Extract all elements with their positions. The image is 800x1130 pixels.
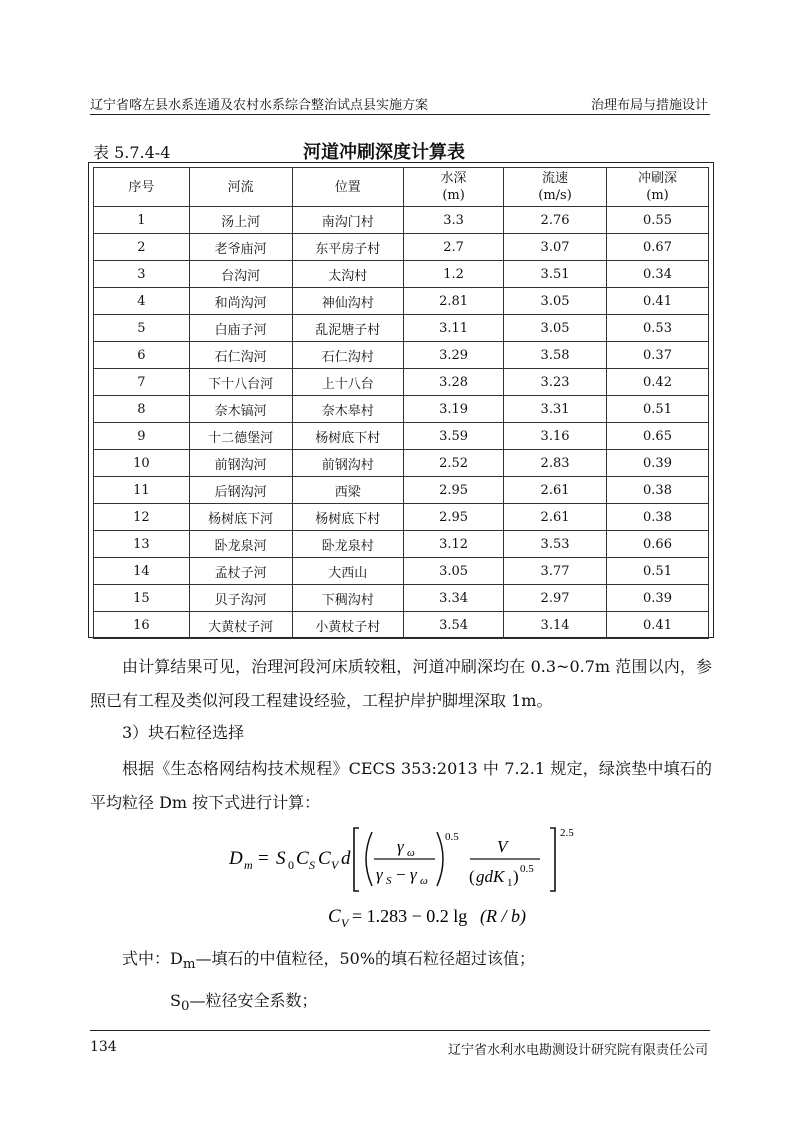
cell-depth: 3.34 xyxy=(404,585,504,612)
cell-river: 老爷庙河 xyxy=(189,234,292,261)
svg-text:S: S xyxy=(309,858,315,872)
svg-text:0.5: 0.5 xyxy=(520,863,534,875)
cell-scour: 0.65 xyxy=(607,423,709,450)
cell-scour: 0.42 xyxy=(607,369,709,396)
cell-location: 下稠沟村 xyxy=(292,585,404,612)
formula-dm xyxy=(0,822,800,897)
cell-velocity: 3.05 xyxy=(504,315,607,342)
cell-depth: 3.59 xyxy=(404,423,504,450)
cell-depth: 2.81 xyxy=(404,288,504,315)
cell-river: 和尚沟河 xyxy=(189,288,292,315)
cell-index: 16 xyxy=(94,612,190,639)
cell-location: 大西山 xyxy=(292,558,404,585)
table-row xyxy=(94,531,709,558)
cell-location: 乱泥塘子村 xyxy=(292,315,404,342)
cell-index: 15 xyxy=(94,585,190,612)
cell-index: 2 xyxy=(94,234,190,261)
cell-location: 小黄杖子村 xyxy=(292,612,404,639)
table-row xyxy=(94,207,709,234)
cell-location: 石仁沟村 xyxy=(292,342,404,369)
col-header-velocity: 流速 (m/s) xyxy=(504,168,607,207)
cell-scour: 0.39 xyxy=(607,450,709,477)
cell-river: 后钢沟河 xyxy=(189,477,292,504)
cell-index: 5 xyxy=(94,315,190,342)
svg-text:0.5: 0.5 xyxy=(445,831,459,843)
cell-index: 1 xyxy=(94,207,190,234)
cell-river: 奈木镐河 xyxy=(189,396,292,423)
page-number: 134 xyxy=(90,1039,117,1055)
svg-text:= 1.283 − 0.2 lg: = 1.283 − 0.2 lg xyxy=(352,906,468,926)
cell-index: 9 xyxy=(94,423,190,450)
page-footer xyxy=(90,1030,710,1058)
cell-depth: 3.19 xyxy=(404,396,504,423)
cell-location: 奈木皋村 xyxy=(292,396,404,423)
cell-scour: 0.55 xyxy=(607,207,709,234)
cell-scour: 0.41 xyxy=(607,288,709,315)
cell-scour: 0.34 xyxy=(607,261,709,288)
cell-depth: 3.05 xyxy=(404,558,504,585)
variable-definition-s0: $S_0—$粒径安全系数； xyxy=(170,991,318,1015)
paren-left xyxy=(366,832,372,886)
cell-river: 下十八台河 xyxy=(189,369,292,396)
cell-location: 南沟门村 xyxy=(292,207,404,234)
col-header-scour: 冲刷深 (m) xyxy=(607,168,709,207)
cell-location: 西梁 xyxy=(292,477,404,504)
header-chapter-title: 治理布局与措施设计 xyxy=(590,98,708,113)
cell-scour: 0.66 xyxy=(607,531,709,558)
table-header-row xyxy=(94,168,709,207)
cell-scour: 0.37 xyxy=(607,342,709,369)
table-row xyxy=(94,396,709,423)
table-row xyxy=(94,315,709,342)
col-header-river: 河流 xyxy=(189,168,292,207)
cell-velocity: 3.51 xyxy=(504,261,607,288)
cell-depth: 3.29 xyxy=(404,342,504,369)
cell-scour: 0.51 xyxy=(607,558,709,585)
table-row xyxy=(94,288,709,315)
cell-river: 卧龙泉河 xyxy=(189,531,292,558)
scour-depth-table xyxy=(93,167,709,639)
svg-text:d: d xyxy=(341,848,351,869)
cell-index: 12 xyxy=(94,504,190,531)
svg-text:S: S xyxy=(276,848,286,869)
cell-location: 卧龙泉村 xyxy=(292,531,404,558)
svg-text:ω: ω xyxy=(420,875,428,887)
cell-location: 杨树底下村 xyxy=(292,504,404,531)
table-caption xyxy=(93,138,713,164)
table-row xyxy=(94,261,709,288)
cell-velocity: 3.58 xyxy=(504,342,607,369)
col-header-depth: 水深 (m) xyxy=(404,168,504,207)
table-row xyxy=(94,504,709,531)
cell-depth: 2.52 xyxy=(404,450,504,477)
table-row xyxy=(94,585,709,612)
table-row xyxy=(94,423,709,450)
cell-index: 8 xyxy=(94,396,190,423)
svg-text:−: − xyxy=(396,865,406,884)
cell-velocity: 3.31 xyxy=(504,396,607,423)
cell-index: 6 xyxy=(94,342,190,369)
cell-index: 10 xyxy=(94,450,190,477)
cell-index: 13 xyxy=(94,531,190,558)
svg-text:ω: ω xyxy=(407,847,415,859)
page-header xyxy=(90,92,710,115)
cell-depth: 3.3 xyxy=(404,207,504,234)
cell-depth: 3.11 xyxy=(404,315,504,342)
variable-definition-dm: 式中：$D_m—$填石的中值粒径，50%的填石粒径超过该值； xyxy=(122,949,536,973)
svg-text:): ) xyxy=(513,867,519,886)
cell-river: 石仁沟河 xyxy=(189,342,292,369)
svg-text:(R / b): (R / b) xyxy=(480,906,526,926)
cell-depth: 3.28 xyxy=(404,369,504,396)
cell-velocity: 3.05 xyxy=(504,288,607,315)
cell-velocity: 3.23 xyxy=(504,369,607,396)
cell-velocity: 2.97 xyxy=(504,585,607,612)
svg-text:S: S xyxy=(386,875,392,887)
svg-text:1: 1 xyxy=(507,877,513,889)
cell-velocity: 3.07 xyxy=(504,234,607,261)
cell-depth: 2.95 xyxy=(404,504,504,531)
cell-velocity: 2.83 xyxy=(504,450,607,477)
paragraph-scour-result: 由计算结果可见，治理河段河床质较粗，河道冲刷深均在 0.3~0.7m 范围以内，参照已有工程及类似河段工程建设经验，工程护岸护脚埋深取 1m。 xyxy=(90,657,712,710)
table-row xyxy=(94,234,709,261)
cell-velocity: 2.61 xyxy=(504,504,607,531)
svg-text:C: C xyxy=(318,848,331,869)
cell-index: 7 xyxy=(94,369,190,396)
cell-index: 3 xyxy=(94,261,190,288)
cell-depth: 1.2 xyxy=(404,261,504,288)
table-frame xyxy=(88,162,714,638)
cell-river: 贝子沟河 xyxy=(189,585,292,612)
svg-text:γ: γ xyxy=(410,865,417,884)
cell-index: 11 xyxy=(94,477,190,504)
cell-scour: 0.38 xyxy=(607,477,709,504)
cell-location: 上十八台 xyxy=(292,369,404,396)
formula-lhs: D xyxy=(229,848,243,869)
col-header-index: 序号 xyxy=(94,168,190,207)
table-row xyxy=(94,342,709,369)
cell-depth: 3.54 xyxy=(404,612,504,639)
svg-text:0: 0 xyxy=(288,858,294,872)
table-row xyxy=(94,477,709,504)
col-header-location: 位置 xyxy=(292,168,404,207)
cell-location: 杨树底下村 xyxy=(292,423,404,450)
paren-right xyxy=(437,832,443,886)
cell-river: 杨树底下河 xyxy=(189,504,292,531)
section-heading-stone-size: 3）块石粒径选择 xyxy=(122,723,245,742)
cell-scour: 0.41 xyxy=(607,612,709,639)
cell-velocity: 2.76 xyxy=(504,207,607,234)
cell-location: 前钢沟村 xyxy=(292,450,404,477)
svg-text:γ: γ xyxy=(376,865,383,884)
cell-scour: 0.38 xyxy=(607,504,709,531)
svg-text:(: ( xyxy=(469,867,475,886)
cell-depth: 2.95 xyxy=(404,477,504,504)
svg-text:m: m xyxy=(244,858,253,872)
table-row xyxy=(94,558,709,585)
cell-velocity: 2.61 xyxy=(504,477,607,504)
table-number: 表 5.7.4-4 xyxy=(93,143,171,162)
cell-velocity: 3.14 xyxy=(504,612,607,639)
cell-river: 汤上河 xyxy=(189,207,292,234)
cell-river: 前钢沟河 xyxy=(189,450,292,477)
svg-text:C: C xyxy=(328,906,341,927)
cell-river: 大黄杖子河 xyxy=(189,612,292,639)
cell-index: 4 xyxy=(94,288,190,315)
cell-scour: 0.53 xyxy=(607,315,709,342)
cell-depth: 3.12 xyxy=(404,531,504,558)
cell-index: 14 xyxy=(94,558,190,585)
cell-location: 太沟村 xyxy=(292,261,404,288)
cell-velocity: 3.77 xyxy=(504,558,607,585)
cell-river: 白庙子河 xyxy=(189,315,292,342)
table-body xyxy=(94,207,709,639)
svg-text:V: V xyxy=(341,916,349,930)
svg-text:gdK: gdK xyxy=(476,867,505,886)
table-row xyxy=(94,369,709,396)
cell-river: 孟杖子河 xyxy=(189,558,292,585)
header-document-title: 辽宁省喀左县水系连通及农村水系综合整治试点县实施方案 xyxy=(90,98,429,113)
svg-text:V: V xyxy=(497,837,508,856)
cell-location: 神仙沟村 xyxy=(292,288,404,315)
cell-location: 东平房子村 xyxy=(292,234,404,261)
svg-text:γ: γ xyxy=(397,837,404,856)
table-row xyxy=(94,612,709,639)
cell-velocity: 3.53 xyxy=(504,531,607,558)
cell-depth: 2.7 xyxy=(404,234,504,261)
svg-text:C: C xyxy=(296,848,309,869)
formula-cv xyxy=(0,900,800,930)
svg-text:=: = xyxy=(258,848,269,869)
svg-text:2.5: 2.5 xyxy=(560,827,574,839)
outer-bracket-right xyxy=(550,828,555,891)
cell-scour: 0.51 xyxy=(607,396,709,423)
cell-river: 台沟河 xyxy=(189,261,292,288)
cell-river: 十二德堡河 xyxy=(189,423,292,450)
cell-scour: 0.67 xyxy=(607,234,709,261)
outer-bracket-left xyxy=(354,828,359,891)
table-title: 河道冲刷深度计算表 xyxy=(303,142,465,163)
cell-scour: 0.39 xyxy=(607,585,709,612)
footer-organization: 辽宁省水利水电勘测设计研究院有限责任公司 xyxy=(447,1043,708,1058)
table-row xyxy=(94,450,709,477)
paragraph-spec-reference: 根据《生态格网结构技术规程》CECS 353:2013 中 7.2.1 规定，绿滨垫中填石的平均粒径 Dm 按下式进行计算： xyxy=(90,759,712,812)
svg-text:V: V xyxy=(331,858,339,872)
cell-velocity: 3.16 xyxy=(504,423,607,450)
